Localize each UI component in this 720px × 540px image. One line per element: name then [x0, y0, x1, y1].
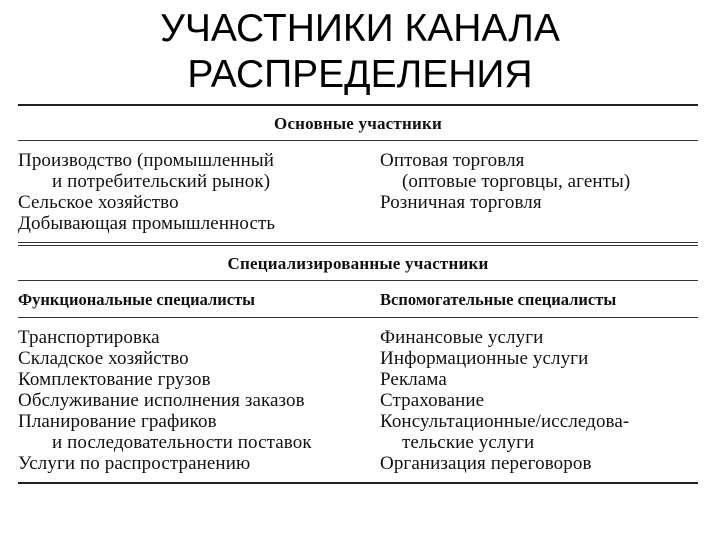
list-item: Оптовая торговля — [380, 150, 525, 171]
list-item: Финансовые услуги — [380, 327, 544, 348]
participants-table — [18, 104, 698, 484]
list-item: Информационные услуги — [380, 348, 589, 369]
main-participants-block — [18, 141, 698, 242]
list-item: Организация переговоров — [380, 453, 592, 474]
specialized-subheadings — [18, 281, 698, 317]
list-item: Услуги по распространению — [18, 453, 251, 474]
list-item: Планирование графиков — [18, 411, 217, 432]
list-item: и потребительский рынок) — [52, 171, 271, 192]
list-item: Обслуживание исполнения заказов — [18, 390, 305, 411]
title-line-1: УЧАСТНИКИ КАНАЛА — [160, 7, 560, 50]
list-item: Комплектование грузов — [18, 369, 211, 390]
specialized-participants-heading: Специализированные участники — [227, 254, 489, 273]
page-title — [0, 6, 720, 98]
list-item: и последовательности поставок — [52, 432, 312, 453]
list-item: Транспортировка — [18, 327, 160, 348]
list-item: тельские услуги — [402, 432, 535, 453]
list-item: Страхование — [380, 390, 485, 411]
list-item: Розничная торговля — [380, 192, 542, 213]
table-bottom-rule — [18, 482, 698, 484]
auxiliary-specialists-heading: Вспомогательные специалисты — [380, 290, 617, 309]
specialized-participants-block — [18, 318, 698, 482]
main-right-column — [380, 150, 698, 234]
specialized-left-column — [18, 327, 380, 474]
specialized-right-column — [380, 327, 698, 474]
main-participants-heading: Основные участники — [274, 114, 442, 133]
list-item: Складское хозяйство — [18, 348, 189, 369]
title-line-2: РАСПРЕДЕЛЕНИЯ — [187, 53, 533, 96]
main-left-column — [18, 150, 380, 234]
list-item: Консультационные/исследова- — [380, 411, 630, 432]
list-item: Сельское хозяйство — [18, 192, 179, 213]
functional-specialists-heading: Функциональные специалисты — [18, 290, 256, 309]
list-item: Реклама — [380, 369, 447, 390]
list-item: Производство (промышленный — [18, 150, 275, 171]
list-item: (оптовые торговцы, агенты) — [402, 171, 631, 192]
list-item: Добывающая промышленность — [18, 213, 276, 234]
